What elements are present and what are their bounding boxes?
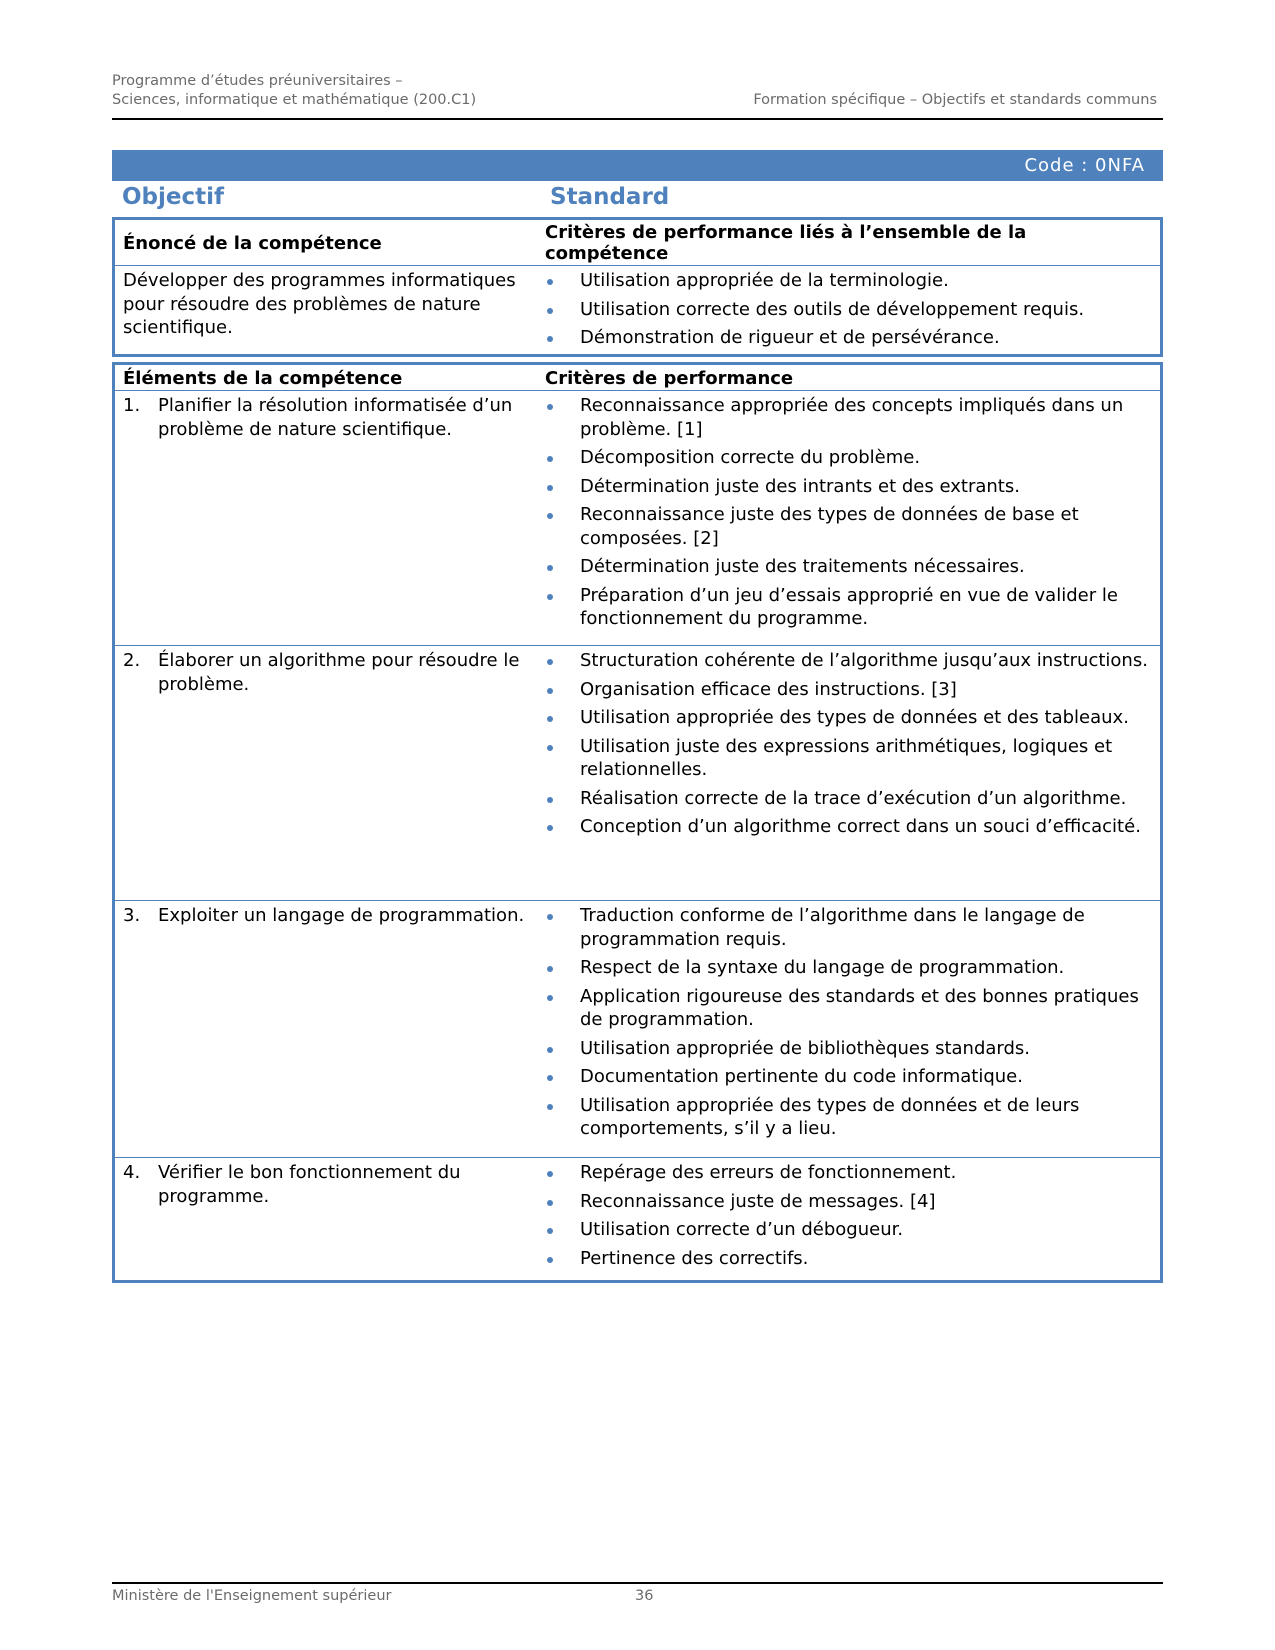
criteria-list [545,394,1152,631]
criterion-item: Réalisation correcte de la trace d’exécution d’un algorithme. [545,787,1152,811]
criteria-header: Critères de performance [537,364,1162,391]
bullet-icon [547,659,553,665]
bullet-icon [547,688,553,694]
bullet-icon [547,1228,553,1234]
criteria-list [545,649,1152,839]
elements-header: Éléments de la compétence [114,364,538,391]
criteria-cell [537,391,1162,646]
bullet-icon [547,513,553,519]
element-number: 3. [123,905,141,926]
page-footer [112,1582,1163,1604]
page-header [112,72,1163,120]
global-criteria-header: Critères de performance liés à l’ensemble de la compétence [537,219,1162,266]
criterion-item: Utilisation appropriée de la terminologie. [545,269,1152,293]
criterion-item: Repérage des erreurs de fonctionnement. [545,1161,1152,1185]
bullet-icon [547,1075,553,1081]
criterion-item: Démonstration de rigueur et de persévérance. [545,326,1152,350]
criterion-item: Utilisation juste des expressions arithmétiques, logiques et relationnelles. [545,735,1152,782]
criterion-item: Organisation efficace des instructions. [3] [545,678,1152,702]
element-text: Élaborer un algorithme pour résoudre le problème. [158,650,520,695]
criteria-cell [537,901,1162,1158]
bullet-icon [547,1200,553,1206]
page-number: 36 [635,1588,654,1604]
bullet-icon [547,594,553,600]
element-text: Vérifier le bon fonctionnement du programme. [158,1162,461,1207]
element-text: Exploiter un langage de programmation. [158,905,525,926]
criterion-item: Conception d’un algorithme correct dans un souci d’efficacité. [545,815,1152,839]
criteria-cell [537,646,1162,901]
bullet-icon [547,565,553,571]
criterion-item: Utilisation appropriée des types de données et de leurs comportements, s’il y a lieu. [545,1094,1152,1141]
criteria-list [545,904,1152,1141]
criterion-item: Décomposition correcte du problème. [545,446,1152,470]
element-cell [114,646,538,901]
element-number: 4. [123,1162,141,1183]
bullet-icon [547,1104,553,1110]
column-titles [112,184,1163,216]
criterion-item: Préparation d’un jeu d’essais approprié en vue de valider le fonctionnement du programme. [545,584,1152,631]
criterion-item: Reconnaissance juste des types de données de base et composées. [2] [545,503,1152,550]
criterion-item: Documentation pertinente du code informatique. [545,1065,1152,1089]
ministry-name: Ministère de l'Enseignement supérieur [112,1588,392,1604]
elements-table [112,362,1163,1283]
bullet-icon [547,1257,553,1263]
bullet-icon [547,745,553,751]
bullet-icon [547,485,553,491]
bullet-icon [547,825,553,831]
program-title-line2: Sciences, informatique et mathématique (200.C1) [112,92,477,108]
criterion-item: Détermination juste des intrants et des extrants. [545,475,1152,499]
element-cell [114,1158,538,1282]
bullet-icon [547,456,553,462]
bullet-icon [547,716,553,722]
criteria-list [545,1161,1152,1270]
global-criteria-cell [537,266,1162,356]
objectif-title: Objectif [122,184,225,210]
course-code: Code : 0NFA [1024,155,1145,176]
bullet-icon [547,797,553,803]
bullet-icon [547,404,553,410]
criterion-item: Reconnaissance appropriée des concepts impliqués dans un problème. [1] [545,394,1152,441]
bullet-icon [547,995,553,1001]
element-cell [114,901,538,1158]
criterion-item: Traduction conforme de l’algorithme dans le langage de programmation requis. [545,904,1152,951]
criterion-item: Utilisation correcte des outils de développement requis. [545,298,1152,322]
bullet-icon [547,1047,553,1053]
criterion-item: Structuration cohérente de l’algorithme jusqu’aux instructions. [545,649,1152,673]
program-title [112,72,476,110]
table-row [114,1158,1162,1282]
criterion-item: Pertinence des correctifs. [545,1247,1152,1271]
competence-statement: Développer des programmes informatiques pour résoudre des problèmes de nature scientifique. [123,270,516,338]
bullet-icon [547,279,553,285]
criterion-item: Utilisation appropriée de bibliothèques standards. [545,1037,1152,1061]
code-band [112,150,1163,181]
statement-header: Énoncé de la compétence [114,219,538,266]
bullet-icon [547,1171,553,1177]
criterion-item: Utilisation correcte d’un débogueur. [545,1218,1152,1242]
criteria-cell [537,1158,1162,1282]
program-title-line1: Programme d’études préuniversitaires – [112,73,403,89]
table-row [114,901,1162,1158]
table-row [114,646,1162,901]
competence-table [112,217,1163,357]
element-number: 2. [123,650,141,671]
criterion-item: Reconnaissance juste de messages. [4] [545,1190,1152,1214]
global-criteria-list [545,269,1152,350]
bullet-icon [547,914,553,920]
element-cell [114,391,538,646]
criterion-item: Détermination juste des traitements nécessaires. [545,555,1152,579]
element-text: Planifier la résolution informatisée d’un problème de nature scientifique. [158,395,513,440]
criterion-item: Application rigoureuse des standards et des bonnes pratiques de programmation. [545,985,1152,1032]
criterion-item: Utilisation appropriée des types de données et des tableaux. [545,706,1152,730]
standard-title: Standard [550,184,670,210]
bullet-icon [547,308,553,314]
bullet-icon [547,966,553,972]
criterion-item: Respect de la syntaxe du langage de programmation. [545,956,1152,980]
bullet-icon [547,336,553,342]
table-row [114,391,1162,646]
element-number: 1. [123,395,141,416]
section-title: Formation spécifique – Objectifs et standards communs [753,92,1157,108]
